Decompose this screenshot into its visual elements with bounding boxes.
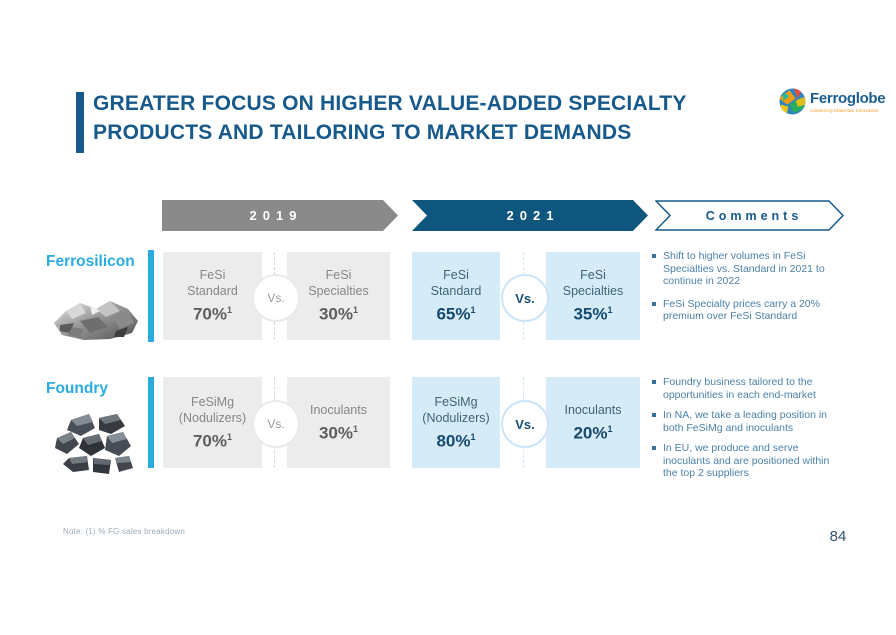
- column-label-comments: Comments: [705, 208, 803, 223]
- box-label: Specialties: [308, 284, 369, 299]
- column-banner-2019: [162, 200, 398, 231]
- box-percent: 70%$^1$: [192, 431, 233, 451]
- row-label-ferrosilicon: Ferrosilicon: [46, 253, 135, 270]
- bullet-icon: [652, 413, 656, 417]
- column-banner-2021: [412, 200, 648, 231]
- foundry-rock-image: [55, 406, 140, 483]
- row-divider-foundry: [148, 377, 154, 468]
- page-number: 84: [829, 528, 847, 545]
- box-2019-inoculants: [287, 377, 390, 468]
- logo-name: Ferroglobe: [810, 90, 886, 107]
- comment-text: In EU, we produce and serve inoculants and are positioned within the top 2 suppliers: [663, 442, 830, 479]
- row-divider-ferrosilicon: [148, 250, 154, 342]
- box-label: FeSi: [325, 268, 352, 283]
- bullet-icon: [652, 380, 656, 384]
- box-label: FeSiMg: [434, 394, 478, 409]
- row-label-foundry: Foundry: [46, 380, 108, 397]
- column-label-2019: 2019: [249, 208, 303, 223]
- box-label: FeSiMg: [190, 394, 235, 409]
- logo-text: [810, 91, 885, 113]
- box-percent: 65%$^1$: [436, 304, 476, 324]
- box-2021-fesi-specialties: [546, 252, 640, 340]
- comments-ferrosilicon: [652, 250, 844, 323]
- bullet-icon: [652, 302, 656, 306]
- logo-tagline: Advancing Materials Innovation: [810, 108, 879, 113]
- comment-item: [652, 409, 844, 434]
- box-percent: 80%$^1$: [436, 431, 476, 451]
- box-2019-fesi-standard: [163, 252, 262, 340]
- box-2019-fesimg: [163, 377, 262, 468]
- column-label-2021: 2021: [506, 208, 560, 223]
- vs-badge: Vs.: [252, 274, 300, 322]
- comment-item: [652, 250, 844, 288]
- box-label: (Nodulizers): [422, 410, 490, 425]
- comment-text: Shift to higher volumes in FeSi Specialties vs. Standard in 2021 to continue in 2022: [663, 250, 825, 287]
- comment-text: In NA, we take a leading position in both FeSiMg and inoculants: [663, 409, 828, 434]
- bullet-icon: [652, 446, 656, 450]
- box-percent: 35%$^1$: [573, 304, 613, 324]
- comment-item: [652, 442, 844, 480]
- comments-foundry: [652, 376, 844, 480]
- ferroglobe-logo: [779, 88, 891, 120]
- globe-icon: [779, 88, 806, 120]
- box-percent: 20%$^1$: [573, 423, 613, 443]
- column-banner-comments: [655, 200, 845, 231]
- comment-item: [652, 376, 844, 401]
- title-line-1: GREATER FOCUS ON HIGHER VALUE-ADDED SPECIALTY: [93, 92, 687, 115]
- vs-badge: Vs.: [252, 400, 300, 448]
- box-label: Standard: [187, 284, 238, 299]
- box-2021-fesi-standard: [412, 252, 500, 340]
- box-label: FeSi: [443, 268, 469, 283]
- box-label: FeSi: [199, 268, 226, 283]
- box-label: FeSi: [580, 268, 606, 283]
- title-accent-bar: [76, 92, 84, 153]
- vs-badge: Vs.: [501, 400, 549, 448]
- ferrosilicon-rock-image: [50, 287, 142, 348]
- box-percent: 30%$^1$: [318, 423, 359, 443]
- box-label: Inoculants: [564, 402, 622, 417]
- box-label: (Nodulizers): [178, 410, 247, 425]
- box-2019-fesi-specialties: [287, 252, 390, 340]
- comment-text: FeSi Specialty prices carry a 20% premium over FeSi Standard: [663, 297, 820, 322]
- box-percent: 30%$^1$: [318, 304, 359, 324]
- page-title: [93, 89, 713, 147]
- box-label: Standard: [430, 284, 482, 299]
- footnote: Note: (1) % FG sales breakdown: [63, 527, 186, 536]
- comment-text: Foundry business tailored to the opportunities in each end-market: [663, 376, 816, 401]
- box-label: Inoculants: [310, 402, 367, 417]
- bullet-icon: [652, 254, 656, 258]
- comment-item: [652, 298, 844, 323]
- box-2021-inoculants: [546, 377, 640, 468]
- box-2021-fesimg: [412, 377, 500, 468]
- box-label: Specialties: [562, 284, 624, 299]
- title-line-2: PRODUCTS AND TAILORING TO MARKET DEMANDS: [93, 121, 632, 144]
- box-percent: 70%$^1$: [192, 304, 233, 324]
- vs-badge: Vs.: [501, 274, 549, 322]
